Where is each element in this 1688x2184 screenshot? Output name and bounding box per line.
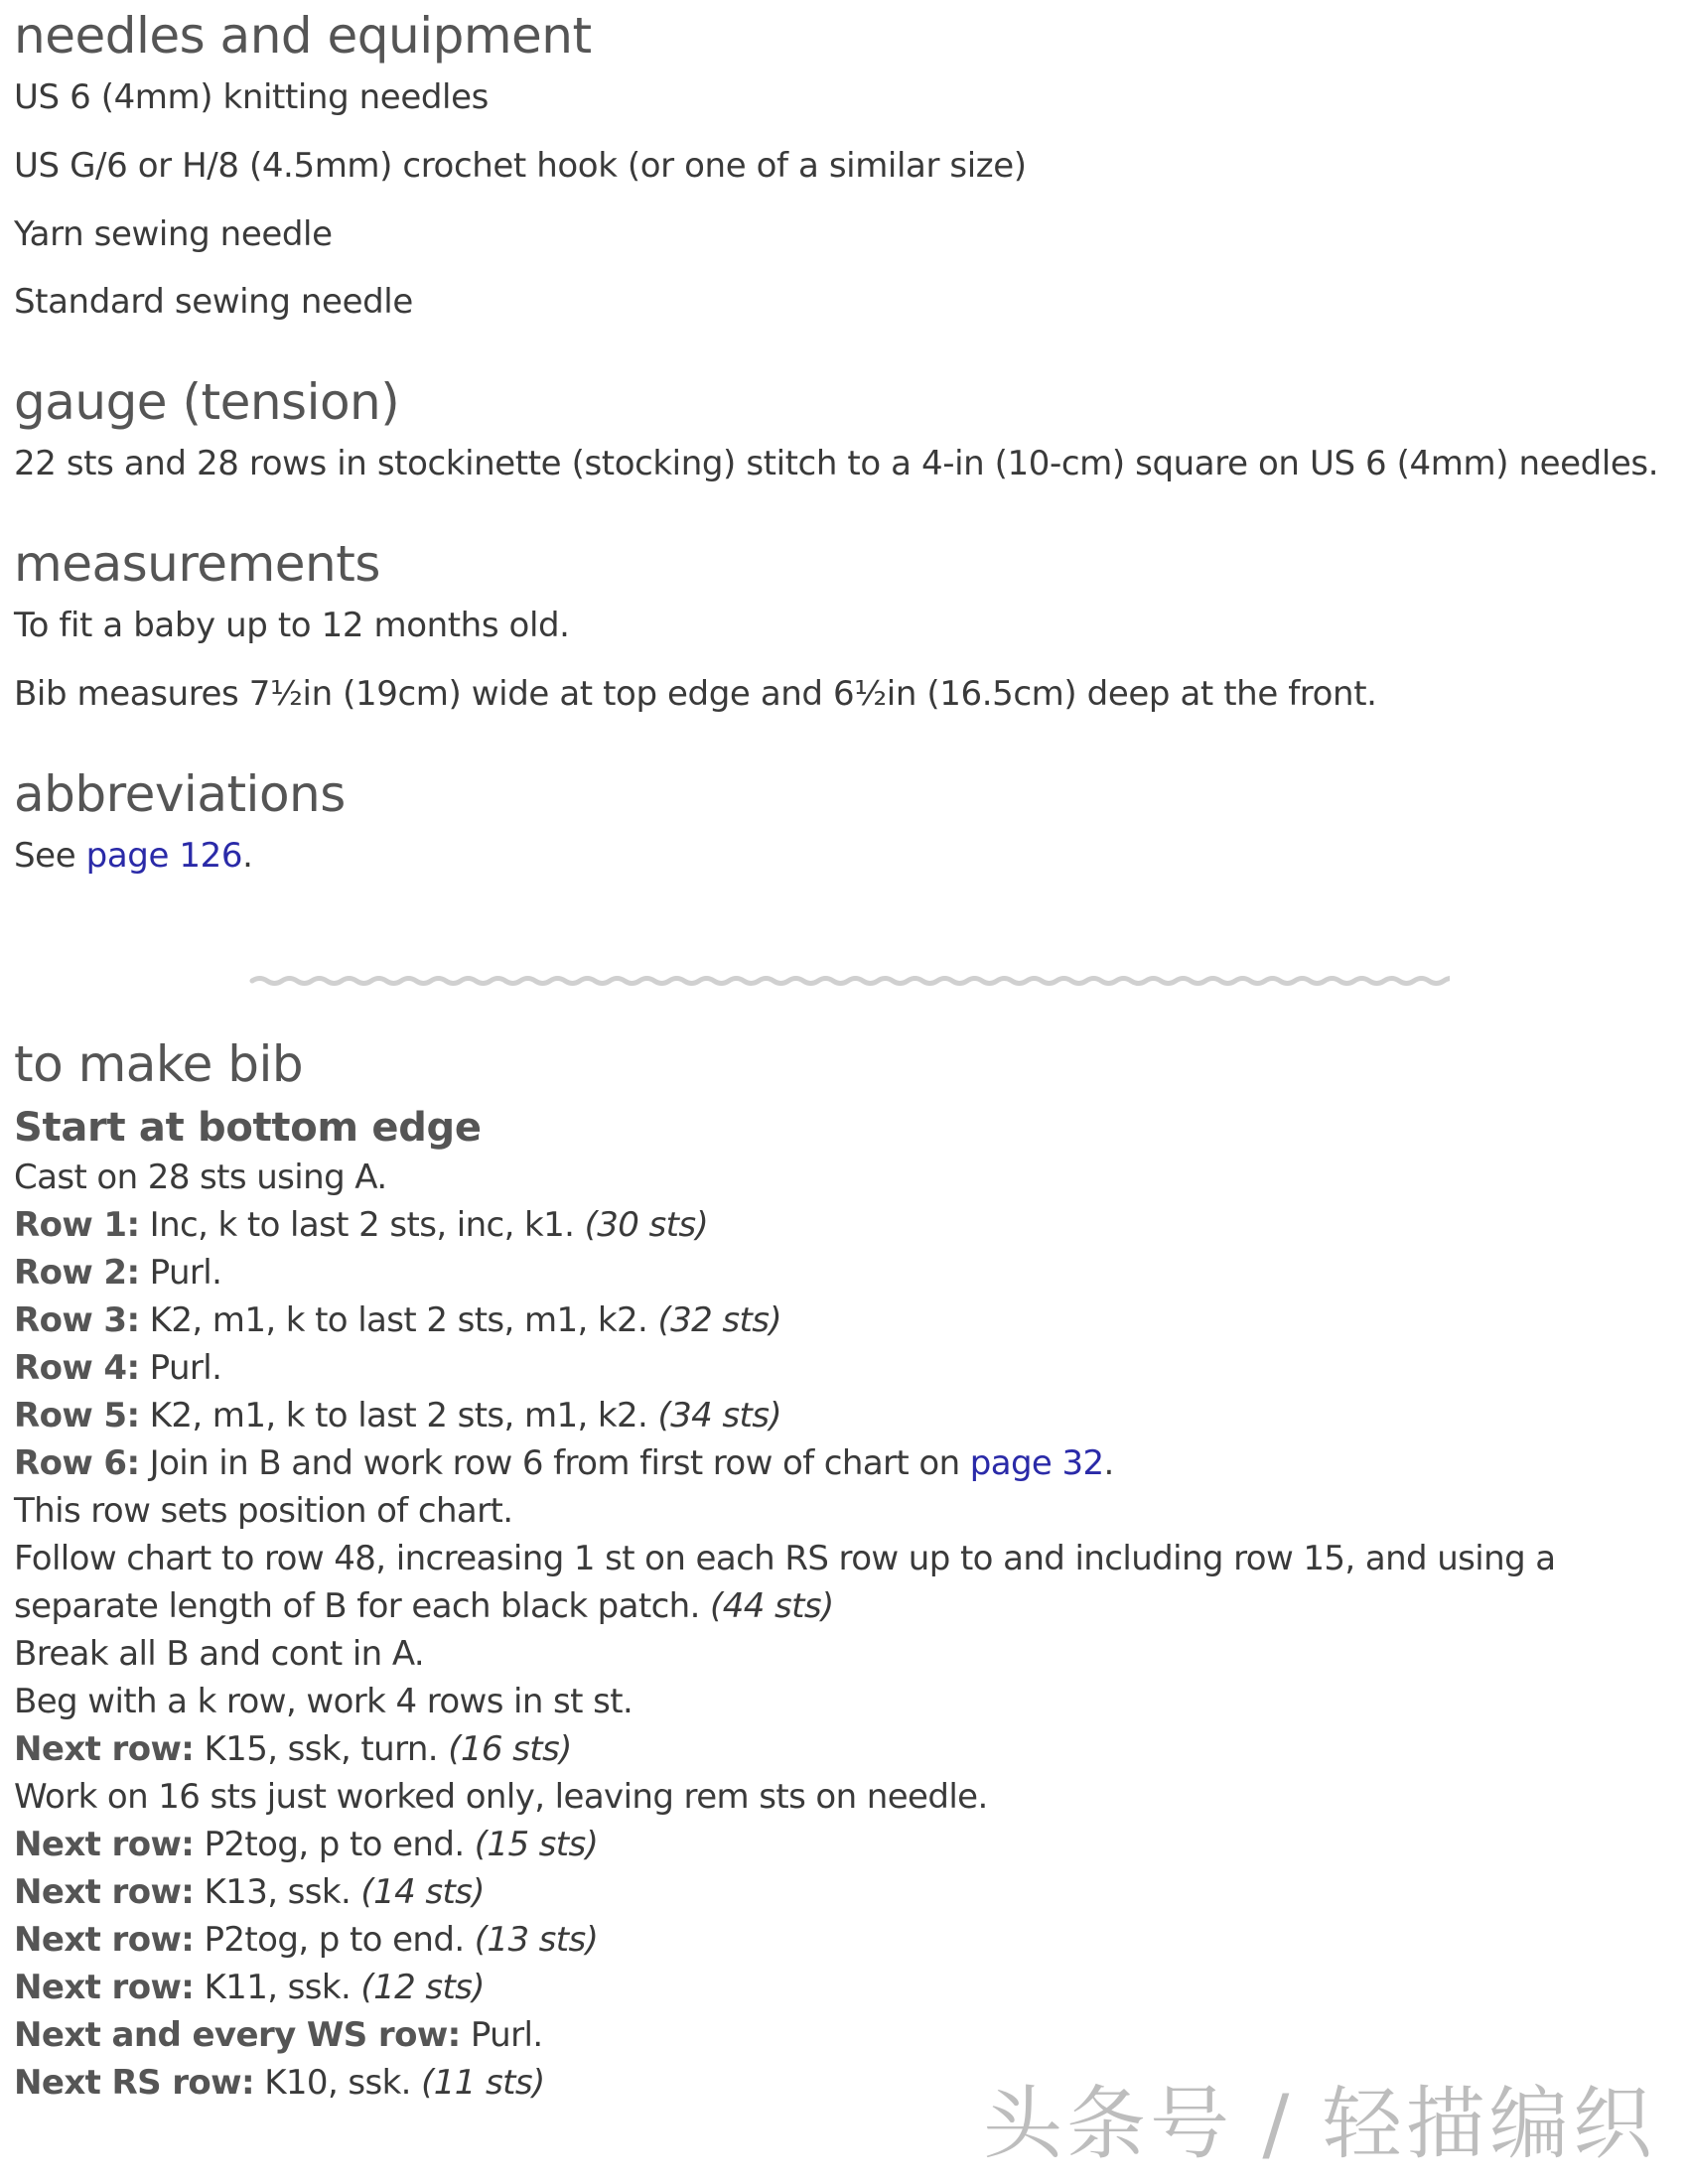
row-5: [14, 1392, 1674, 1439]
row-text: Join in B and work row 6 from first row of chart on: [139, 1443, 970, 1484]
row-text: P2tog, p to end.: [194, 1920, 475, 1961]
row-text: Follow chart to row 48, increasing 1 st on each RS row up to and including row 15, and using a separate length of B for each black patch.: [14, 1539, 1556, 1627]
row-text: K10, ssk.: [253, 2063, 422, 2104]
row-label: Row 2:: [14, 1253, 140, 1294]
gauge-heading: gauge (tension): [14, 373, 400, 432]
row-text: P2tog, p to end.: [194, 1825, 475, 1865]
stitch-count: (11 sts): [421, 2063, 545, 2104]
needles-item: US G/6 or H/8 (4.5mm) crochet hook (or one of a similar size): [14, 145, 1027, 186]
to-make-bib-heading: to make bib: [14, 1035, 304, 1094]
stitch-count: (30 sts): [584, 1205, 709, 1246]
stitch-count: (34 sts): [657, 1396, 782, 1436]
stitch-count: (14 sts): [360, 1872, 485, 1913]
abbreviations-prefix: See: [14, 835, 86, 876]
instruction-line: Work on 16 sts just worked only, leaving rem sts on needle.: [14, 1777, 988, 1818]
row-text: Purl.: [139, 1348, 222, 1389]
row-label: Next row:: [14, 1968, 195, 2008]
row-text: .: [1103, 1443, 1114, 1484]
row-label: Row 3:: [14, 1300, 140, 1341]
row-text: K2, m1, k to last 2 sts, m1, k2.: [139, 1396, 658, 1436]
instruction-line: Beg with a k row, work 4 rows in st st.: [14, 1682, 633, 1722]
row-text: Purl.: [460, 2015, 543, 2056]
needles-item: Standard sewing needle: [14, 282, 413, 323]
row-4: [14, 1344, 1674, 1392]
stitch-count: (13 sts): [474, 1920, 599, 1961]
abbreviations-text: [14, 836, 1674, 877]
measurements-heading: measurements: [14, 534, 380, 593]
instruction-line: Cast on 28 sts using A.: [14, 1158, 387, 1198]
row-text: K15, ssk, turn.: [194, 1729, 449, 1770]
abbreviations-heading: abbreviations: [14, 764, 346, 823]
watermark-text: 头条号 / 轻描编织: [983, 2078, 1656, 2170]
row-label: Row 6:: [14, 1443, 140, 1484]
row-label: Row 5:: [14, 1396, 140, 1436]
stitch-count: (44 sts): [710, 1586, 834, 1627]
needles-item: Yarn sewing needle: [14, 213, 333, 254]
page-126-link[interactable]: page 126: [85, 835, 243, 876]
row-label: Next RS row:: [14, 2063, 254, 2104]
stitch-count: (15 sts): [474, 1825, 599, 1865]
stitch-count: (32 sts): [657, 1300, 782, 1341]
next-row: [14, 1916, 1674, 1964]
row-text: Purl.: [139, 1253, 222, 1294]
ws-row: [14, 2011, 1674, 2059]
next-row: [14, 1868, 1674, 1916]
row-label: Row 1:: [14, 1205, 140, 1246]
pattern-page: [14, 0, 1674, 2107]
row-3: [14, 1297, 1674, 1344]
row-label: Next row:: [14, 1920, 195, 1961]
next-row: [14, 1821, 1674, 1868]
row-label: Next and every WS row:: [14, 2015, 461, 2056]
wavy-divider: [248, 969, 1450, 993]
instruction-line: [14, 1535, 1662, 1630]
measurements-item: To fit a baby up to 12 months old.: [14, 605, 570, 645]
stitch-count: (12 sts): [360, 1968, 485, 2008]
page-32-link[interactable]: page 32: [969, 1443, 1104, 1484]
instruction-line: This row sets position of chart.: [14, 1491, 513, 1532]
next-row: [14, 1725, 1674, 1773]
row-6: [14, 1439, 1674, 1487]
abbreviations-suffix: .: [242, 835, 253, 876]
measurements-item: Bib measures 7½in (19cm) wide at top edge and 6½in (16.5cm) deep at the front.: [14, 673, 1377, 714]
row-1: [14, 1201, 1674, 1249]
stitch-count: (16 sts): [448, 1729, 572, 1770]
gauge-text: 22 sts and 28 rows in stockinette (stocking) stitch to a 4-in (10-cm) square on US 6 (4mm) needles.: [14, 444, 1659, 484]
start-bottom-edge-subheading: Start at bottom edge: [14, 1105, 482, 1152]
row-label: Next row:: [14, 1729, 195, 1770]
needles-item: US 6 (4mm) knitting needles: [14, 77, 489, 117]
row-label: Next row:: [14, 1872, 195, 1913]
instruction-line: Break all B and cont in A.: [14, 1634, 425, 1675]
row-text: Inc, k to last 2 sts, inc, k1.: [139, 1205, 585, 1246]
row-label: Row 4:: [14, 1348, 140, 1389]
row-label: Next row:: [14, 1825, 195, 1865]
needles-heading: needles and equipment: [14, 7, 592, 65]
row-text: K2, m1, k to last 2 sts, m1, k2.: [139, 1300, 658, 1341]
next-row: [14, 1964, 1674, 2011]
row-text: K13, ssk.: [194, 1872, 361, 1913]
row-text: K11, ssk.: [194, 1968, 361, 2008]
row-2: [14, 1249, 1674, 1297]
